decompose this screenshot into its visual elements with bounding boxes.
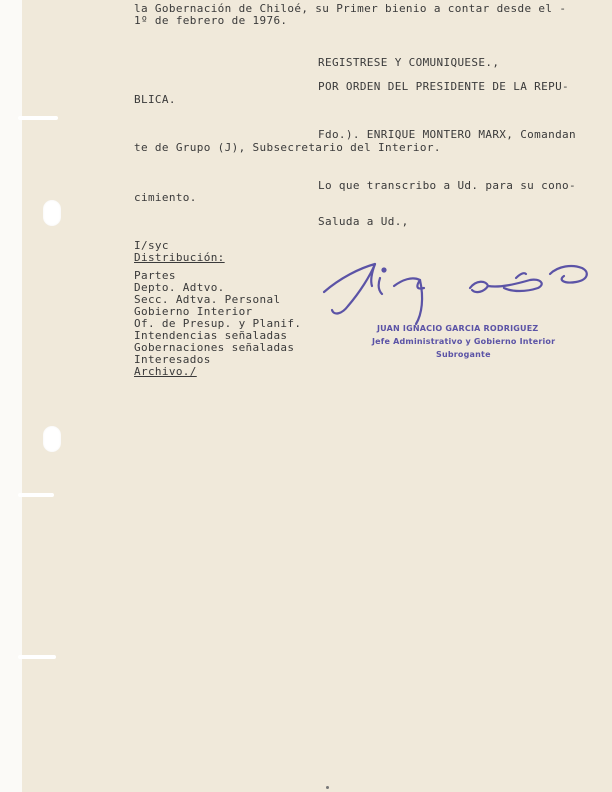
distribution-item: Of. de Presup. y Planif. [134,317,302,330]
transcribo-line: Lo que transcribo a Ud. para su cono- [318,179,576,192]
ink-speck [326,786,329,789]
document-page [22,0,612,792]
page-tear [18,116,58,120]
body-text-line: BLICA. [134,93,176,106]
fdo-line: te de Grupo (J), Subsecretario del Interior. [134,141,441,154]
initials: I/syc [134,239,169,252]
stamp-name: JUAN IGNACIO GARCIA RODRIGUEZ [377,324,539,333]
transcribo-line: cimiento. [134,191,197,204]
distribution-item: Depto. Adtvo. [134,281,225,294]
registrese-line: REGISTRESE Y COMUNIQUESE., [318,56,500,69]
por-orden-line: POR ORDEN DEL PRESIDENTE DE LA REPU- [318,80,570,93]
stamp-role: Subrogante [436,350,491,359]
body-text-line: 1º de febrero de 1976. [134,14,288,27]
distribution-item: Intendencias señaladas [134,329,288,342]
handwritten-signature [320,258,600,328]
fdo-line: Fdo.). ENRIQUE MONTERO MARX, Comandan [318,128,576,141]
distribution-item: Archivo./ [134,365,197,378]
punch-hole [43,426,61,452]
distribution-item: Gobierno Interior [134,305,253,318]
distribution-item: Secc. Adtva. Personal [134,293,281,306]
distribucion-heading: Distribución: [134,251,225,264]
distribution-item: Interesados [134,353,211,366]
stamp-title: Jefe Administrativo y Gobierno Interior [372,337,556,346]
page-tear [18,493,54,497]
distribution-item: Partes [134,269,176,282]
page-tear [18,655,56,659]
distribution-item: Gobernaciones señaladas [134,341,295,354]
punch-hole [43,200,61,226]
saluda-line: Saluda a Ud., [318,215,409,228]
body-text-line: la Gobernación de Chiloé, su Primer bienio a contar desde el - [134,2,567,15]
